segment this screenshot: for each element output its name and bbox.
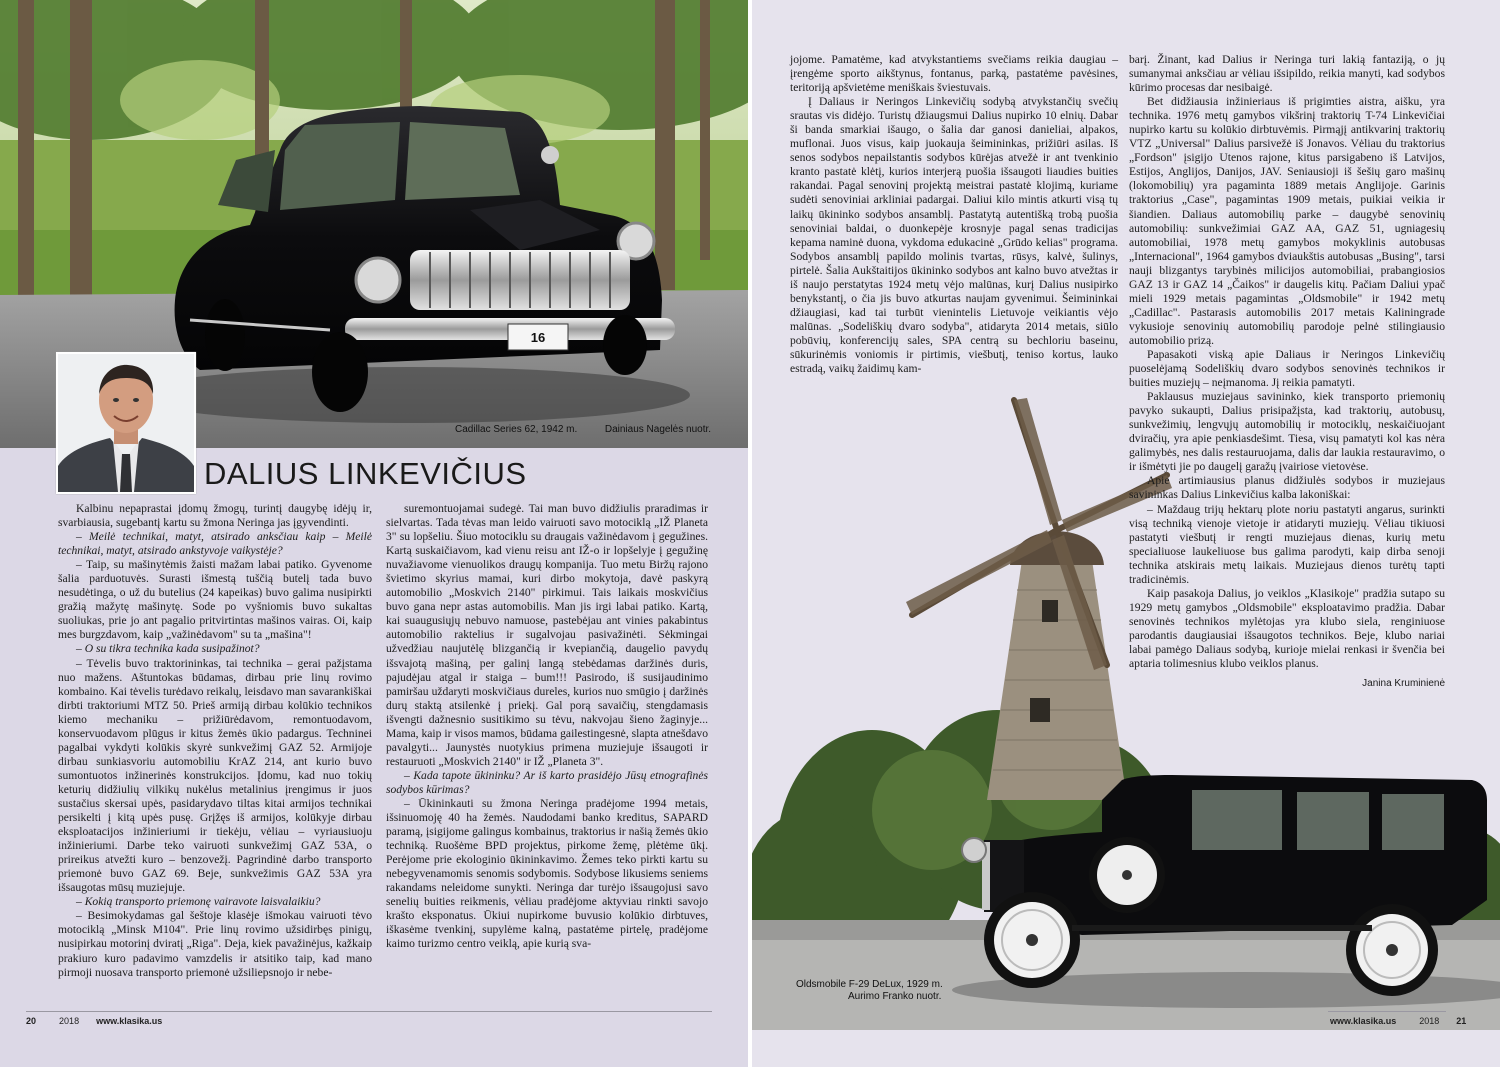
paragraph: Bet didžiausia inžinieriaus iš prigimties aistra, aišku, yra technika. 1976 metų gamybos vikšrinį traktorių T-74 Linkevičiai nupirko kartu su kolūkio dirbtuvėmis. Pirmąjį antikvarinį traktorių VTZ „Universal" Dalius parsivežė iš Jonavos. Vėliau du traktorius „Fordson" įsigijo Utenos rajone, kitus parsigabeno iš Latvijos, Estijos, Anglijos, Danijos, JAV. Seniausioji iš šešių garo mašinų (lokomobilių) yra pagaminta 1889 metais Anglijoje. Garinis traktorius „Case", pagamintas 1909 metais, puikiai veikia ir šiandien. Daliaus automobilių parke – daugybė senovinių automobilių: sunkvežimiai GAZ AA, GAZ 51, ugniagesių automobiliai, 1978 metų gamybos mokyklinis autobusas „Internacional", 1964 gamybos dviaukštis autobusas „Busing", tarsi nauji blizgantys tarybinės milicijos automobiliai, prabangiosios GAZ 13 ir GAZ 14 „Čaikos" ir daugelis kitų. Pačiam Daliui ypač mieli 1929 metais pagamintas „Oldsmobile" ir 1942 metų „Cadillac". Pastarasis automobilis 2017 metais Kaliningrade vykusioje senovinių automobilių parodoje pelnė stilingiausio automobilio prizą. bbox=[1129, 95, 1445, 347]
website-link-right[interactable]: www.klasika.us bbox=[1330, 1016, 1397, 1026]
portrait-photo bbox=[56, 352, 196, 494]
paragraph: barį. Žinant, kad Dalius ir Neringa turi lakią fantaziją, o jų sumanymai anksčiau ar vėliau išsipildo, reikia manyti, kad sodybos kūrimo procesas dar nesibaigė. bbox=[1129, 53, 1445, 95]
folio-right bbox=[1330, 1016, 1466, 1026]
paragraph: Apie artimiausius planus didžiulės sodybos ir muziejaus savininkas Dalius Linkevičius kalba lakoniškai: bbox=[1129, 474, 1445, 502]
paragraph: – Maždaug trijų hektarų plote noriu pastatyti angarus, surinkti visą techniką vienoje vietoje ir atidaryti muziejų. Vėliau tikiuosi pastatyti viešbutį ir rengti muziejaus dienas, kurių metu specialiuose laukeliuose bus galima parodyti, kaip dirba senoji technika atskirais metų laikais. Muziejaus dienos turėtų tapti tradicinėmis. bbox=[1129, 502, 1445, 586]
right-column-1 bbox=[790, 53, 1118, 376]
paragraph: – Taip, su mašinytėmis žaisti mažam labai patiko. Gyvenome šalia parduotuvės. Surasti išmestą tuščią butelį tada buvo nesudėtinga, o už du butelius (24 kapeikas) buvo galima nusipirkti gražią mažytę mašinytę. Sode po vyšniomis buvo sukaltas suoliukas, prie jo ant pagalio pritvirtintas mašinos vairas. Oi, kaip mes burgzdavom, kaip „važinėdavom" su ta „mašina"! bbox=[58, 558, 372, 642]
oldsmobile-caption bbox=[796, 979, 943, 1003]
paragraph: Paklausus muziejaus savininko, kiek transporto priemonių pavyko sukaupti, Dalius prisipažįsta, kad traktorių, autobusų, sunkvežimių, lengvųjų automobilių ir motociklų, neskaičiuojant dviračių, yra apie penkiasdešimt. Tiesa, visų pamatyti kol kas nėra galimybės, nes dalis restauruojama, dalis dar laukia restauravimo, o ir išmėtyti jie po daugelį garažų įvairiose vietovėse. bbox=[1129, 390, 1445, 474]
paragraph: – Besimokydamas gal šeštoje klasėje išmokau vairuoti tėvo motociklą „Minsk M104". Prie linų rovimo užsidirbęs pinigų, nusipirkau motorinį dviratį „Riga". Deja, kiek pavažinėjus, kažkaip prakiuro kuro padavimo vamzdelis ir atsitiko taip, kad mano pirmoji nuosava transporto priemonė užsiliepsnojo ir nebe- bbox=[58, 909, 372, 979]
plate-number: 16 bbox=[530, 330, 546, 345]
cadillac-caption-model: Cadillac Series 62, 1942 m. bbox=[455, 424, 578, 435]
website-link-left[interactable]: www.klasika.us bbox=[96, 1016, 163, 1026]
oldsmobile-caption-credit: Aurimo Franko nuotr. bbox=[848, 991, 942, 1002]
paragraph: – Meilė technikai, matyt, atsirado anksčiau kaip – Meilė technikai, matyt, atsirado ankstyvoje vaikystėje? bbox=[58, 530, 372, 558]
bottom-rule-right bbox=[1328, 1011, 1446, 1012]
right-column-2 bbox=[1129, 53, 1445, 691]
folio-year-left: 2018 bbox=[59, 1016, 80, 1026]
left-column-1 bbox=[58, 502, 372, 980]
paragraph: suremontuojamai sudegė. Tai man buvo didžiulis praradimas ir sielvartas. Tada tėvas man leido vairuoti savo motociklą „IŽ Planeta 3" su lopšeliu. Šiuo motociklu su draugais važinėdavom į gegužines. Kartą suskaičiavom, kad vienu reisu ant IŽ-o ir lopšelyje į gegužinę nuvažiavome vienuolikos draugų kompanija. Tuo metu Biržų rajono švietimo skyrius mamai, kuri dirbo mokytoja, davė paskyrą automobilio „Moskvich 2140" pirkimui. Tais laikais moskvičius buvo gana nepr astas automobilis. Man jis irgi labai patiko. Kartą, kai suaugusiųjų nebuvo namuose, pastebėjau ant vinies pakabintus automobilio raktelius ir sugalvojau pasivažinėti. Sėkmingai užvedžiau naujutėlę blizgančią ir kvepiančią, daugelio pavydų išsvajotą mašiną, per galinį langą stebėdamas daržinės duris, pajudėjau atgal ir staiga – bum!!! Pasirodo, iš susijaudinimo pamiršau uždaryti moskvičiaus dureles, kurios nuo smūgio į daržinės durų staktą atsilenkė į priekį. Gal porą savaičių, stengdamasis išvengti dažnesnio susitikimo su tėvu, nakvojau šieno žaginyje... Mama, kaip ir visos mamos, būdama gailestingesnė, slapta atnešdavo pavalgyti... Jaunystės nuotykius primena muziejuje išsaugoti ir restauruoti „Moskvich 2140" ir IŽ „Planeta 3". bbox=[386, 502, 708, 768]
bottom-rule-left bbox=[26, 1011, 712, 1012]
paragraph: – O su tikra technika kada susipažinot? bbox=[76, 642, 260, 656]
folio-left bbox=[26, 1016, 162, 1026]
paragraph: – Ūkininkauti su žmona Neringa pradėjome 1994 metais, išsinuomoję 40 ha žemės. Naudodami banko kreditus, SAPARD paramą, įsigijome galingus kombainus, traktorius ir našią žemės ūkio techniką. Ruošėme BPD projektus, pirkome žemę, plėtėme ūkį. Perėjome prie ekologinio ūkininkavimo. Žemes teko pirkti kartu su nebegyvenamomis senomis sodybomis. Sodybose likusiems seniems rakandams neleidome sunykti. Neringa dar turėjo išsaugojusi savo senelių buities reikmenis, vėliau pradėjome aktyviau rinkti savojo krašto eksponatus. Ūkiui nupirkome buvusio kolūkio dirbtuves, iškasėme tvenkinį, supylėme kalną, pastatėme pirtelę, pradėjome kaimo turizmo centro veiklą, apie kurią sva- bbox=[386, 796, 708, 951]
paragraph: jojome. Pamatėme, kad atvykstantiems svečiams reikia daugiau – įrengėme sporto aikštynus, fontanus, parką, pastatėme pavėsines, teritoriją apšvietėme meniškais šviestuvais. bbox=[790, 53, 1118, 95]
paragraph: – Tėvelis buvo traktorininkas, tai technika – gerai pažįstama nuo mažens. Aštuntokas būdamas, dirbau prie linų rovimo kombaino. Kai tėvelis turėdavo reikalų, leisdavo man savarankiškai dirbti traktoriumi MTZ 50. Prieš armiją dirbau kolūkio technikos kiemo mechaniku – prižiūrėdavom, remontuodavom, konservuodavom plūgus ir kitus žemės ūkio padargus. Techninei pagalbai vykdyti kolūkis skyrė sunkvežimį GAZ 52. Armijoje dirbau sunkiasvoriu automobiliu KrAZ 214, ant kurio buvo sumontuotos inžinerinės konstrukcijos. Įdomu, kad nuo tokių keturių didžiulių vilkikų nukėlus metalinius įrengimus ir juos sustačius skersai upės, pasidarydavo tiltas kitai armijos technikai persikelti į kitą upės pusę. Grįžęs iš armijos, kolūkyje dirbau eksploatacijos inžinieriumi ir tiekėju, vėliau – vyriausiuoju inžinieriumi. Darbe teko vairuoti sunkvežimį GAZ 53A, o prireikus atvežti kuro – benzovežį. Pagrindinė darbo transporto priemonė buvo GAZ 69. Beje, sunkvežimis GAZ 53A yra išsaugotas mūsų muziejuje. bbox=[58, 656, 372, 895]
cadillac-caption-credit: Dainiaus Nagelės nuotr. bbox=[604, 424, 712, 435]
page-number-left: 20 bbox=[26, 1016, 37, 1026]
paragraph: Papasakoti viską apie Daliaus ir Neringos Linkevičių puoselėjamą Sodeliškių dvaro sodybos senovinės technikos ir buities muziejų – neįmanoma. Jį reikia pamatyti. bbox=[1129, 347, 1445, 390]
paragraph: Kaip pasakoja Dalius, jo veiklos „Klasikoje" pradžia sutapo su 1929 metų gamybos „Oldsmobile" eksploatavimo pradžia. Dabar senovinės technikos mylėtojas yra klubo siela, renginiuose parodantis daugiausiai išsaugotos technikos. Beje, klubo nariai labai pamėgo Daliaus sodybą, kurioje mielai renkasi ir švenčia bei aptaria tolimesnius klubo veiklos planus. bbox=[1129, 586, 1445, 671]
paragraph: – Kokią transporto priemonę vairavote laisvalaikiu? bbox=[76, 895, 321, 909]
article-headline: DALIUS LINKEVIČIUS bbox=[204, 456, 527, 491]
oldsmobile-caption-model: Oldsmobile F-29 DeLux, 1929 m. bbox=[796, 979, 943, 990]
paragraph: Kalbinu nepaprastai įdomų žmogų, turintį daugybę idėjų ir, svarbiausia, sugebantį kartu su žmona Neringa jas įgyvendinti. bbox=[58, 502, 372, 530]
paragraph: Į Daliaus ir Neringos Linkevičių sodybą atvykstančių svečių srautas vis didėjo. Turistų džiaugsmui Dalius nupirko 10 elnių. Dabar ši banda smarkiai išaugo, o šalia dar ganosi danieliai, alpakos, muflonai. Juos visus, kaip juokauja šeimininkas, prižiūri asilas. Iš senos sodybos nepailstantis sodybos kūrėjas atvežė ir ant tvenkinio kranto pastatė klėtį, kurios interjerą puošia išsaugoti liaudies buities rakandai. Pagal senovinį projektą meistrai pastatė klojimą, kuriame sudėti senoviniai arkliniai padargai. Daliui kilo mintis atkurti visą tų laikų ūkininko sodybos ansamblį. Pastatytą autentišką trobą puošia senoviniai baldai, o duonkepėje krosnyje pagal senas tradicijas kepama naminė duona, vykdoma edukacinė „Grūdo kelias" programa. Sodybos ansamblį papildo molinis tvartas, rūsys, kalvė, šulinys, pirtelė. Šalia Aukštaitijos ūkininko sodybos ant kalno buvo atvežtas ir iš naujo perstatytas 1924 metų vėjo malūnas, kurį Dalius nusipirko benykstantį, o čia jis buvo atkurtas naujam gyvenimui. Šeimininkai džiaugiasi, kad tai turbūt vienintelis Lietuvoje veikiantis vėjo malūnas. „Sodeliškių dvaro sodyba", atidaryta 2014 metais, siūlo pobūvių, konferencijų sales, SPA centrą su bechloriu baseinu, sūkurinėmis voniomis ir pirtimis, viešbutį, teniso kortus, lauko estradą, vaikų žaidimų kam- bbox=[790, 95, 1118, 376]
author-signature: Janina Kruminienė bbox=[1362, 678, 1445, 690]
left-column-2 bbox=[386, 502, 708, 952]
paragraph: – Kada tapote ūkininku? Ar iš karto prasidėjo Jūsų etnografinės sodybos kūrimas? bbox=[386, 768, 708, 796]
cadillac-caption bbox=[455, 424, 711, 435]
folio-year-right: 2018 bbox=[1419, 1016, 1440, 1026]
portrait-illustration bbox=[58, 354, 194, 492]
page-number-right: 21 bbox=[1456, 1016, 1467, 1026]
